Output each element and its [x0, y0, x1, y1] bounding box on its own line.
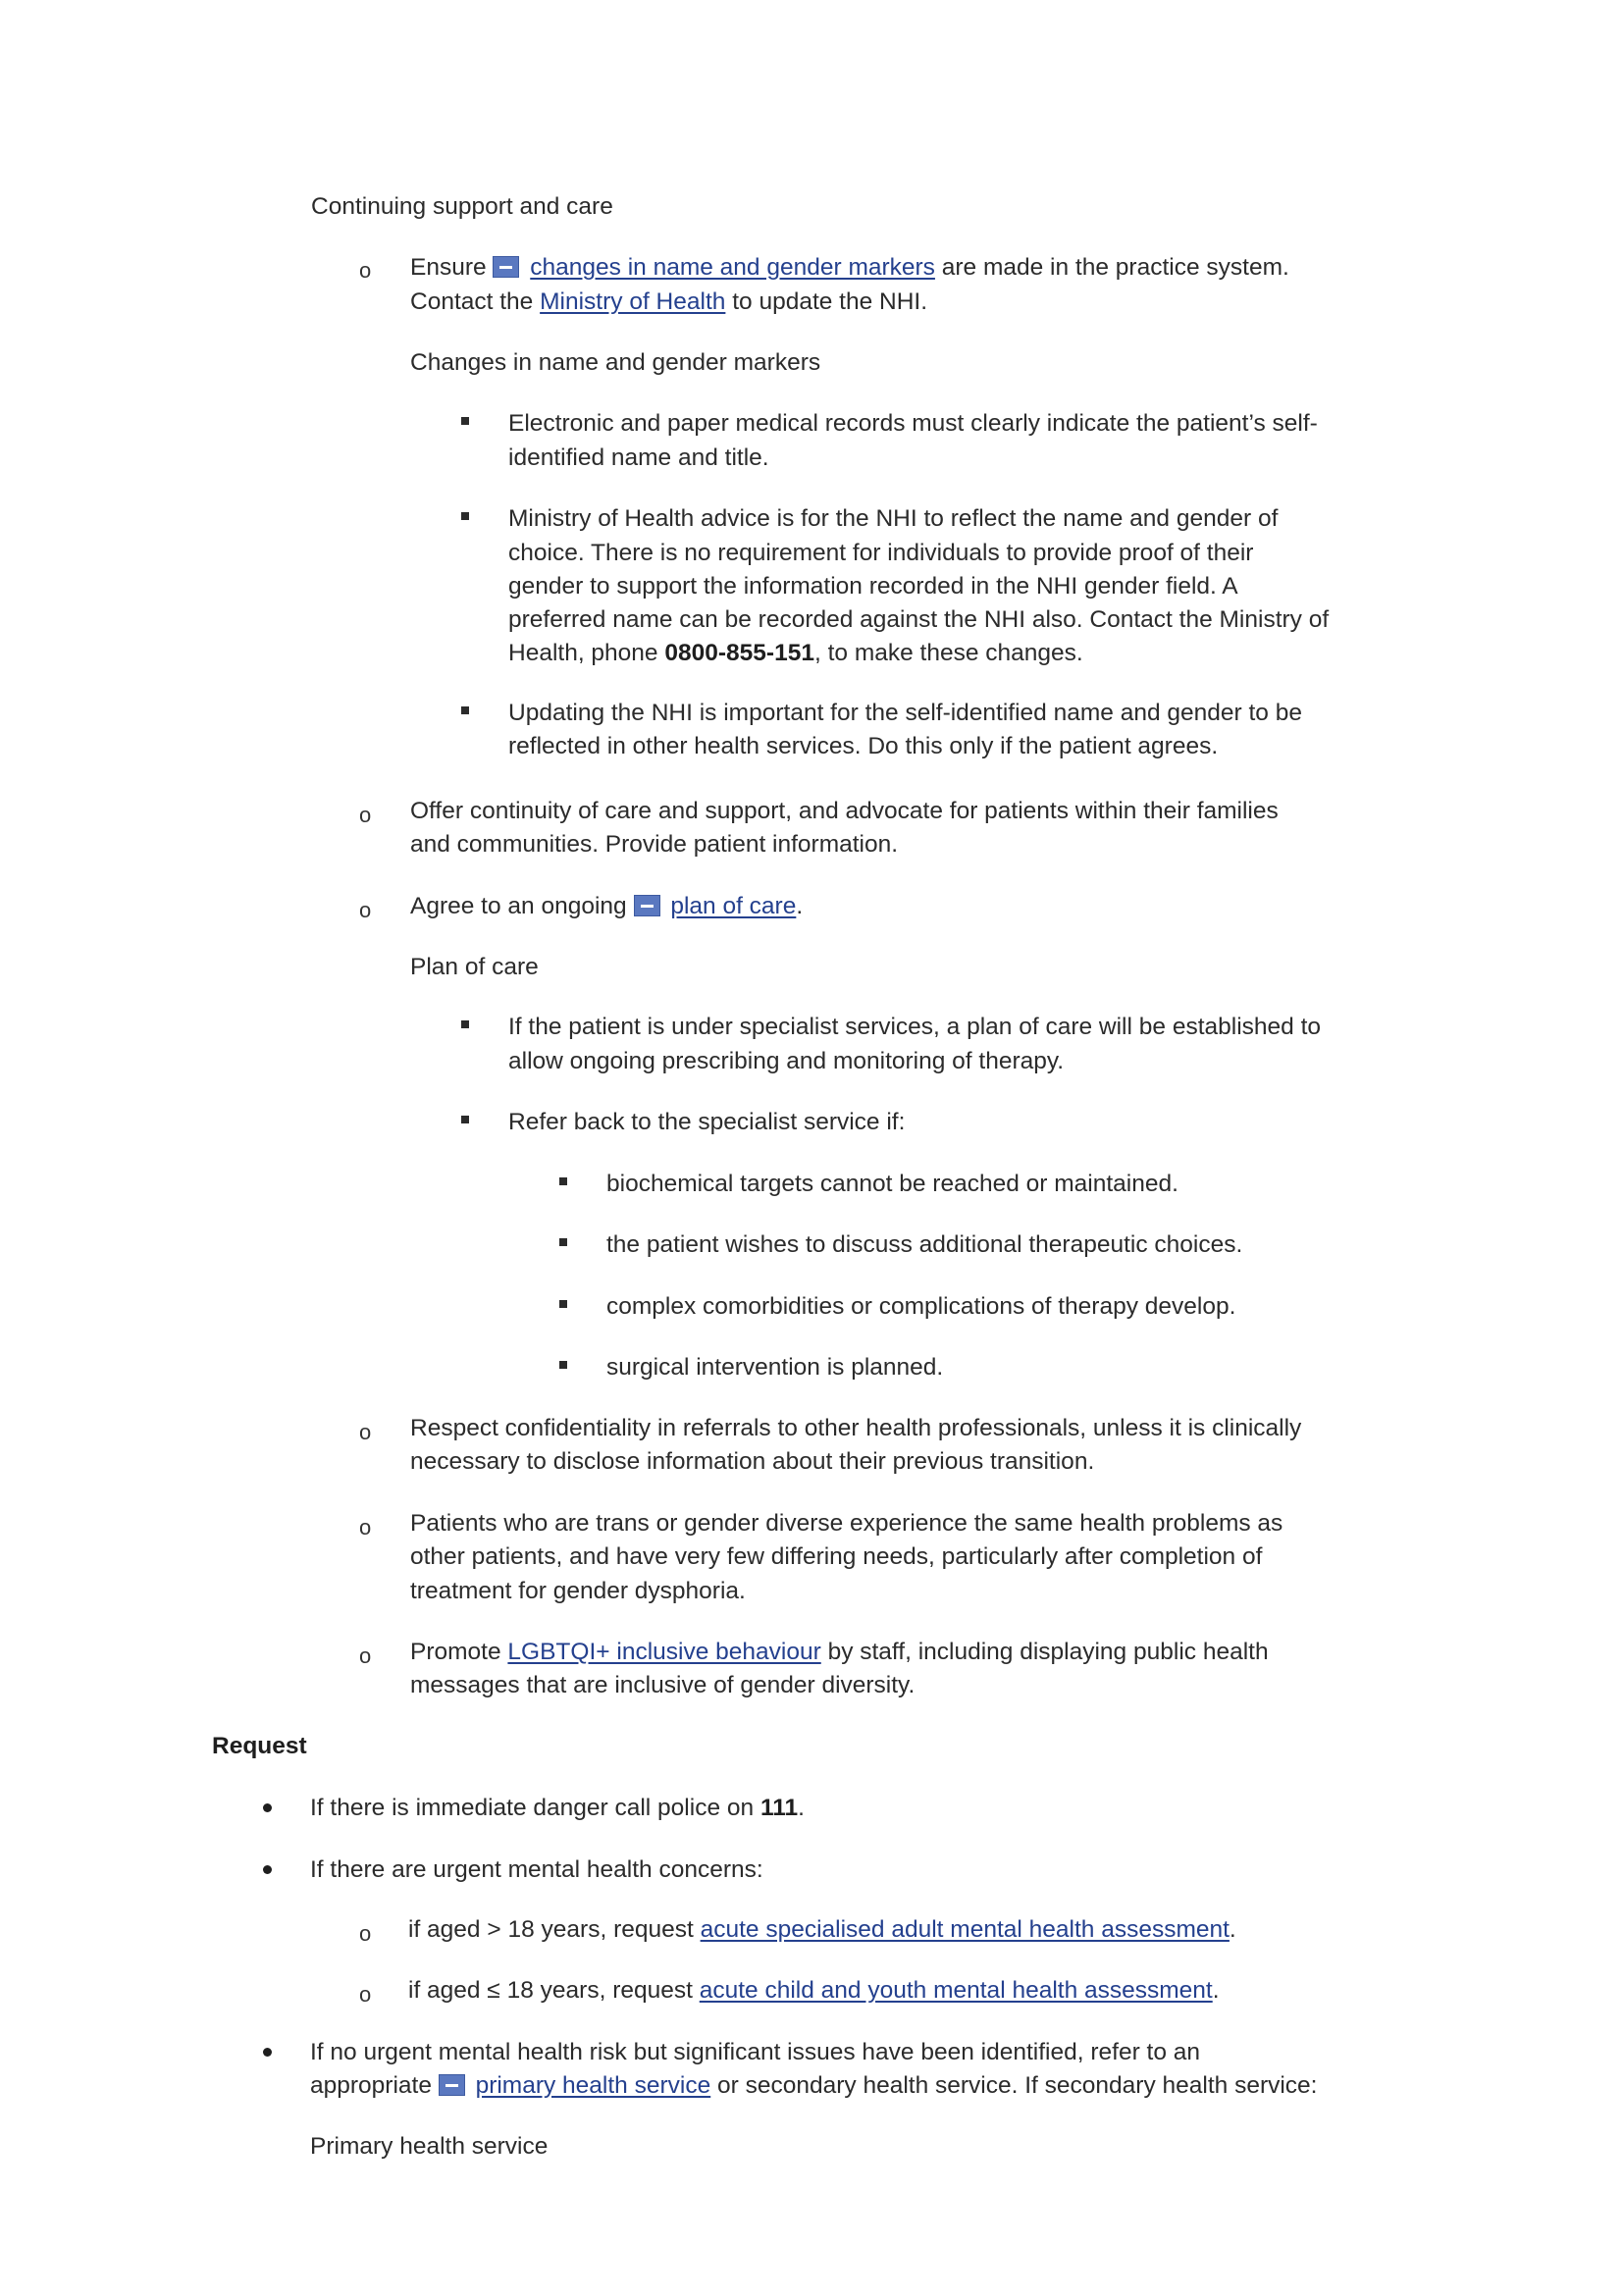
- nested-item-text: complex comorbidities or complications of therapy develop.: [606, 1293, 1236, 1320]
- item1-text: are made in the practice system.: [941, 254, 1289, 281]
- item3-text: .: [796, 893, 804, 919]
- item1-text: Contact the: [410, 288, 534, 315]
- item4-text: Respect confidentiality in referrals to other health professionals, unless it is clinically: [410, 1415, 1302, 1441]
- square-bullet: [559, 1177, 567, 1185]
- sub-item-text: , to make these changes.: [813, 640, 1083, 666]
- lgbtqi-inclusive-link[interactable]: LGBTQI+ inclusive behaviour: [507, 1639, 821, 1665]
- section-title: Continuing support and care: [311, 193, 613, 220]
- item6-text: Promote: [410, 1639, 501, 1665]
- square-bullet: [559, 1300, 567, 1308]
- item6-text: by staff, including displaying public health: [827, 1639, 1269, 1665]
- list-bullet: o: [359, 1921, 372, 1946]
- item5-text: Patients who are trans or gender diverse experience the same health problems as: [410, 1510, 1283, 1537]
- sub-item-text: Health, phone: [508, 640, 658, 666]
- square-bullet: [461, 1020, 469, 1028]
- plan-of-care-link[interactable]: plan of care: [670, 893, 797, 919]
- nested-item-text: surgical intervention is planned.: [606, 1354, 944, 1381]
- adult-mental-health-link[interactable]: acute specialised adult mental health assessment: [700, 1916, 1230, 1943]
- square-bullet: [461, 417, 469, 425]
- sub-item-text: allow ongoing prescribing and monitoring of therapy.: [508, 1048, 1065, 1074]
- item1-line1: [410, 250, 1289, 285]
- collapse-minus-icon[interactable]: [634, 895, 660, 916]
- youth-mental-health-link[interactable]: acute child and youth mental health assessment: [699, 1977, 1213, 2004]
- item1-text: Ensure: [410, 254, 487, 281]
- sub-item-text: identified name and title.: [508, 444, 769, 471]
- item3-line1: [410, 889, 803, 923]
- request-text: If there is immediate danger call police on: [310, 1795, 755, 1821]
- subheading-primary-health-service: Primary health service: [310, 2133, 549, 2160]
- request-item-2: If there are urgent mental health concerns:: [310, 1856, 763, 1883]
- sub-item-text: gender to support the information recorded in the NHI gender field. A: [508, 573, 1238, 600]
- item6-line1: [410, 1635, 1269, 1669]
- list-bullet: o: [359, 1982, 372, 2007]
- request-text: .: [1212, 1977, 1220, 2004]
- changes-name-gender-link[interactable]: changes in name and gender markers: [530, 254, 935, 281]
- dot-bullet: [263, 1803, 272, 1812]
- phone-number: 0800-855-151: [664, 640, 814, 666]
- ministry-of-health-link[interactable]: Ministry of Health: [540, 288, 726, 315]
- request-heading: Request: [212, 1733, 307, 1759]
- request-text: or secondary health service. If secondary health service:: [717, 2072, 1318, 2099]
- list-bullet: o: [359, 898, 372, 922]
- square-bullet: [461, 1116, 469, 1123]
- dot-bullet: [263, 1865, 272, 1874]
- item6-text: messages that are inclusive of gender diversity.: [410, 1672, 916, 1698]
- item4-text: necessary to disclose information about their previous transition.: [410, 1448, 1095, 1475]
- nested-item-text: the patient wishes to discuss additional therapeutic choices.: [606, 1231, 1243, 1258]
- sub-item-text: Electronic and paper medical records must clearly indicate the patient’s self-: [508, 410, 1318, 437]
- sub-item-text: If the patient is under specialist services, a plan of care will be established to: [508, 1014, 1321, 1040]
- subheading-name-gender: Changes in name and gender markers: [410, 349, 821, 376]
- list-bullet: o: [359, 1515, 372, 1539]
- sub-item-text: preferred name can be recorded against the NHI also. Contact the Ministry of: [508, 606, 1330, 633]
- square-bullet: [461, 706, 469, 714]
- police-number: 111: [759, 1795, 799, 1821]
- list-bullet: o: [359, 803, 372, 827]
- item2-text: Offer continuity of care and support, and advocate for patients within their families: [410, 798, 1279, 824]
- request-item-3: If no urgent mental health risk but significant issues have been identified, refer to an: [310, 2039, 1201, 2065]
- sub-item-text: reflected in other health services. Do this only if the patient agrees.: [508, 733, 1219, 759]
- sub-item-text: Ministry of Health advice is for the NHI to reflect the name and gender of: [508, 505, 1279, 532]
- nested-item-text: biochemical targets cannot be reached or maintained.: [606, 1171, 1178, 1197]
- sub-item-text: Refer back to the specialist service if:: [508, 1109, 906, 1135]
- request-text: if aged ≤ 18 years, request: [408, 1977, 693, 2004]
- request-text: .: [1229, 1916, 1236, 1943]
- subheading-plan-of-care: Plan of care: [410, 954, 539, 980]
- collapse-minus-icon[interactable]: [493, 256, 519, 278]
- request-item-1: [310, 1791, 805, 1825]
- request-subitem-adult: [408, 1912, 1236, 1947]
- request-text: appropriate: [310, 2072, 432, 2099]
- item1-line2: [410, 285, 927, 319]
- dot-bullet: [263, 2048, 272, 2057]
- square-bullet: [461, 512, 469, 520]
- item5-text: treatment for gender dysphoria.: [410, 1578, 746, 1604]
- request-item-3-line2: [310, 2068, 1317, 2103]
- square-bullet: [559, 1361, 567, 1369]
- sub-item-text: Updating the NHI is important for the self-identified name and gender to be: [508, 700, 1302, 726]
- request-text: .: [798, 1795, 805, 1821]
- list-bullet: o: [359, 1644, 372, 1668]
- square-bullet: [559, 1238, 567, 1246]
- sub-item-text: [508, 636, 1083, 670]
- item1-text: to update the NHI.: [732, 288, 928, 315]
- list-bullet: o: [359, 258, 372, 283]
- item3-text: Agree to an ongoing: [410, 893, 627, 919]
- collapse-minus-icon[interactable]: [439, 2074, 465, 2096]
- request-subitem-youth: [408, 1973, 1220, 2008]
- primary-health-service-link[interactable]: primary health service: [475, 2072, 711, 2099]
- sub-item-text: choice. There is no requirement for individuals to provide proof of their: [508, 540, 1254, 566]
- item5-text: other patients, and have very few differing needs, particularly after completion of: [410, 1543, 1263, 1570]
- request-text: if aged > 18 years, request: [408, 1916, 694, 1943]
- list-bullet: o: [359, 1420, 372, 1444]
- item2-text: and communities. Provide patient information.: [410, 831, 899, 858]
